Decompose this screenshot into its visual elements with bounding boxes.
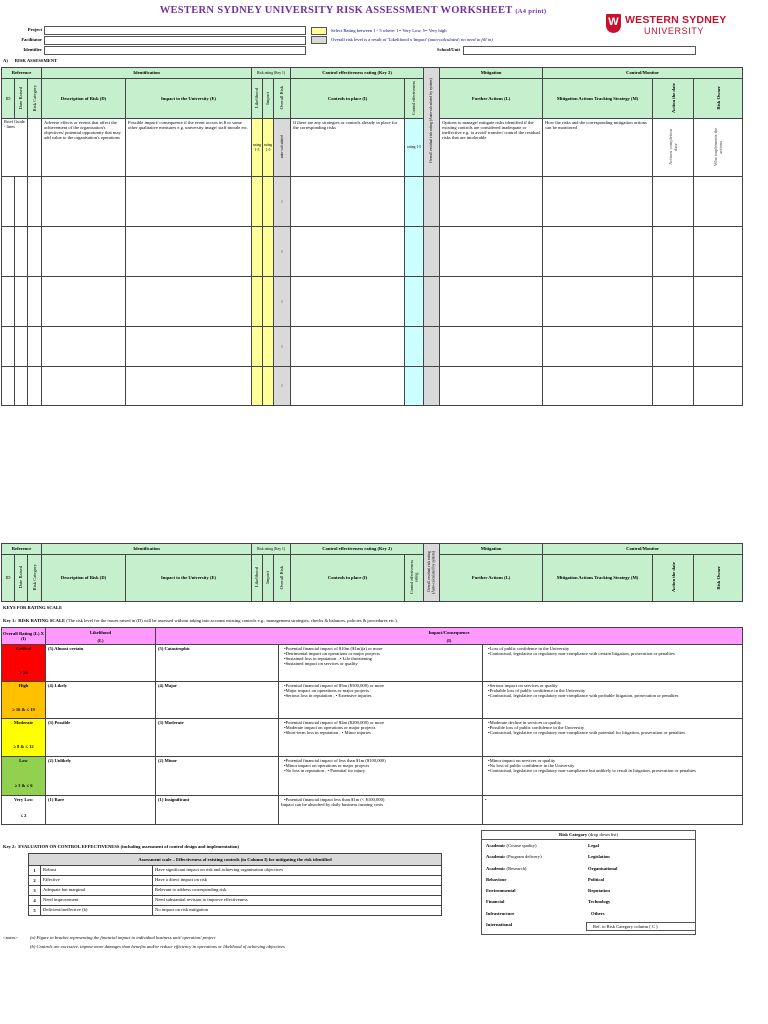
category-main: Academic — [486, 865, 506, 871]
key2-table-header: Assessment scale – Effectiveness of existing controls (in Column I) for mitigating the risk identified — [29, 854, 442, 866]
guide-overall — [274, 119, 291, 177]
col-risk-owner-text: Risk Owner — [715, 86, 721, 110]
guide-id: Brief Guide - lines — [2, 119, 28, 177]
group-mitigation: Mitigation — [440, 68, 543, 79]
risk-assessment-table-header-repeat — [1, 543, 743, 602]
logo-text-line2: UNIVERSITY — [644, 26, 705, 36]
rating-row-very-low — [2, 796, 743, 825]
col-control-eff-text: Control effectiveness — [410, 80, 416, 115]
guide-risk-owner — [694, 119, 743, 177]
col-date-raised-text: Date Raised — [18, 86, 24, 110]
control-desc: Need substantial revision to improve effectiveness — [153, 896, 442, 906]
rating-row-high — [2, 682, 743, 719]
category-main: Reputation — [588, 888, 610, 894]
guide-impact-rating: rating 1-5 — [263, 119, 274, 177]
risk-category-left-list — [486, 843, 586, 933]
col-controls: Controls in place (I) — [291, 79, 405, 119]
control-label: Need improvement — [41, 896, 153, 906]
col-date-raised-2-text: Date Raised — [18, 566, 24, 589]
control-row — [29, 886, 442, 896]
col-risk-category — [28, 79, 42, 119]
col-mitigation-actions-2: Mitigation Actions Tracking Strategy (M) — [543, 555, 653, 602]
category-main: Organisational — [588, 865, 618, 871]
note-a: (a) Figure in bracket representing the financial impact to individual business unit/ operation/ project — [30, 935, 216, 940]
rating-row-low — [2, 757, 743, 796]
impact-level: (1) Insignificant — [156, 796, 279, 825]
col-risk-owner-2-text: Risk Owner — [715, 565, 721, 590]
category-item — [486, 911, 586, 922]
col-overall-residual — [424, 68, 440, 177]
group-identification-2: Identification — [42, 544, 252, 555]
category-main: Others — [591, 910, 605, 916]
control-label: Adequate but marginal — [41, 886, 153, 896]
legend-yellow-swatch — [311, 27, 327, 35]
key1-title: RISK RATING SCALE — [18, 618, 66, 623]
key1-label: Key 1: — [3, 618, 16, 623]
col-overall-risk-2 — [274, 555, 291, 602]
guide-impact: Possible impact/ consequence if the event occurs in $ or some other qualitative measures e.g. university image/ staff morale etc. — [126, 119, 252, 177]
rating-range: > 20 — [19, 670, 28, 676]
control-desc: Have significant impact on risk and achieving organisation objectives — [153, 866, 442, 876]
impact-bullets-left — [279, 719, 483, 757]
bullet: • Potential financial impact of $5m ($500,000) or more — [284, 683, 480, 688]
impact-bullets-left — [279, 682, 483, 719]
risk-category-right-list — [588, 843, 696, 931]
category-main: International — [486, 922, 513, 928]
guide-risk-owner-text: Who implements the actions — [712, 127, 724, 167]
bullet: • Contractual, legislative or regulatory non-compliance with certain litigation, prosecution or penalties — [488, 651, 740, 656]
bullet: • No loss of public confidence in the University — [488, 763, 740, 768]
control-num: 2 — [29, 876, 41, 886]
rating-name: Moderate — [13, 720, 34, 725]
col-description: Description of Risk (D) — [42, 79, 126, 119]
likelihood-sub: (L) — [46, 637, 156, 645]
page-title — [118, 5, 588, 16]
notes-label: <notes> — [3, 935, 18, 940]
control-desc: No impact on risk mitigation — [153, 906, 442, 916]
likelihood-level: (4) Likely — [46, 682, 156, 719]
bullet: • Short-term loss in reputation , • Minor injuries — [284, 730, 480, 735]
bullet: • Minor impact on services or quality — [488, 758, 740, 763]
category-item — [486, 877, 586, 888]
col-likelihood — [252, 79, 263, 119]
bullet: • Potential financial impact less than $1m (< $100,000) — [284, 797, 480, 802]
key2-label: Key 2: — [3, 844, 16, 849]
rating-range: ≥ 16 & ≤ 19 — [12, 707, 35, 713]
impact-level: (3) Moderate — [156, 719, 279, 757]
category-item — [486, 866, 586, 877]
col-further-actions-2: Further Actions (L) — [440, 555, 543, 602]
impact-sub: (I) — [156, 637, 743, 645]
keys-section-title: KEYS FOR RATING SCALE — [3, 605, 63, 610]
impact-bullets-left — [279, 757, 483, 796]
impact-bullets-left — [279, 645, 483, 682]
category-main: Infrastructure — [486, 910, 515, 916]
category-note: (Program delivery) — [506, 854, 542, 860]
category-main: Academic — [486, 854, 506, 860]
category-note: (Research) — [506, 865, 527, 871]
label-identifier: Identifier — [23, 47, 42, 52]
rating-range: ≤ 2 — [20, 813, 27, 819]
logo-text-line1: WESTERN SYDNEY — [625, 14, 727, 26]
bullet: • Probable loss of public confidence in the University — [488, 688, 740, 693]
col-action-date-2 — [653, 555, 694, 602]
group-risk-rating-2: Risk rating (Key 1) — [252, 544, 291, 555]
category-main: Legal — [588, 843, 599, 848]
guide-control-eff: rating 1-5 — [405, 119, 424, 177]
group-risk-rating: Risk rating (Key 1) — [252, 68, 291, 79]
bullet: • Sustained loss in reputation , • Life threatening — [284, 656, 480, 661]
guide-row — [2, 119, 743, 177]
impact-level: (4) Major — [156, 682, 279, 719]
category-item — [486, 843, 586, 854]
guide-likelihood: rating 1-5 — [252, 119, 263, 177]
university-logo — [606, 14, 746, 38]
rating-row-moderate — [2, 719, 743, 757]
key2-title: EVALUATION ON CONTROL EFFECTIVENESS (including assessment of control design and implementation) — [18, 844, 239, 849]
col-control-eff-2-text: Control effectiveness rating — [408, 560, 419, 595]
overall-risk-value: 0 — [274, 327, 291, 367]
control-label: Effective — [41, 876, 153, 886]
category-main: Behaviour — [486, 876, 507, 882]
bullet: • Moderate decline in services or quality — [488, 720, 740, 725]
impact-bullets-right: • — [483, 796, 743, 825]
group-mitigation-2: Mitigation — [440, 544, 543, 555]
control-row — [29, 896, 442, 906]
rating-critical — [2, 645, 46, 682]
key2-line — [3, 844, 239, 849]
control-label: Deficient/ineffective (b) — [41, 906, 153, 916]
group-identification: Identification — [42, 68, 252, 79]
overall-risk-value: 0 — [274, 177, 291, 227]
overall-risk-value: 0 — [274, 277, 291, 327]
bullet: • Potential financial impact of $2m ($200,000) or more — [284, 720, 480, 725]
note-b: (b) Controls are excessive, impose more damages than benefits and/or reduce efficiency in operations or likelihood of achieving objectives — [30, 944, 285, 949]
col-likelihood-text: Likelihood — [254, 87, 260, 109]
col-impact-rating-text: Impact — [265, 91, 271, 105]
table-row[interactable] — [2, 177, 743, 227]
bullet: • Contractual, legislative or regulatory non-compliance with potential for litigation, prosecution or penalties — [488, 730, 740, 735]
col-risk-category-text: Risk Category — [31, 84, 37, 112]
impact-level: (2) Minor — [156, 757, 279, 796]
table-row[interactable] — [2, 277, 743, 327]
bullet: • Serious loss in reputation , • Extensive injuries — [284, 693, 480, 698]
category-main: Political — [588, 876, 605, 882]
col-id-2: ID — [2, 555, 15, 602]
category-item — [486, 899, 586, 910]
category-main: Financial — [486, 899, 505, 905]
col-date-raised — [15, 79, 28, 119]
col-impact-2: Impact to the University (E) — [126, 555, 252, 602]
impact-bullets-right — [483, 645, 743, 682]
bullet: • Serious impact on services or quality — [488, 683, 740, 688]
bullet: • Major impact on operations or major projects — [284, 688, 480, 693]
impact-bullets-right — [483, 682, 743, 719]
risk-category-title — [482, 831, 695, 840]
control-num: 3 — [29, 886, 41, 896]
impact-bullets-right — [483, 757, 743, 796]
label-school-unit: School/Unit — [437, 47, 460, 52]
bullet: • Contractual, legislative or regulatory non-compliance but unlikely to result in litigation, prosecution or penalties — [488, 768, 740, 773]
risk-assessment-table — [1, 67, 743, 406]
rating-range: ≥ 3 & ≤ 6 — [14, 783, 33, 789]
likelihood-header: Likelihood — [46, 628, 156, 637]
control-num: 1 — [29, 866, 41, 876]
group-control-monitor-2: Control/Monitor — [543, 544, 743, 555]
col-overall-risk-text: Overall Risk — [279, 86, 285, 110]
guide-category — [28, 119, 42, 177]
col-overall-risk — [274, 79, 291, 119]
group-control-rating: Control effectiveness rating (Key 2) — [291, 68, 424, 79]
impact-level: (5) Catastrophic — [156, 645, 279, 682]
control-num: 4 — [29, 896, 41, 906]
rating-name: Low — [19, 758, 28, 763]
col-risk-category-2-text: Risk Category — [31, 564, 37, 591]
label-project: Project — [27, 27, 42, 32]
legend-gray-note: (auto-calculated; no need to fill in) — [428, 37, 493, 42]
col-control-eff-2 — [405, 555, 424, 602]
col-overall-residual-text: Overall residual risk rating (Auto-calculated by system) — [429, 79, 434, 164]
likelihood-level: (1) Rare — [46, 796, 156, 825]
category-note: (Course quality) — [506, 843, 537, 848]
bullet: • Loss of public confidence in the University — [488, 646, 740, 651]
impact-bullets-left — [279, 796, 483, 825]
likelihood-level: (2) Unlikely — [46, 757, 156, 796]
bullet: • Sustained impact on services or quality — [284, 661, 480, 666]
project-input[interactable] — [44, 26, 306, 35]
bullet: • Moderate impact on operations or major projects — [284, 725, 480, 730]
control-desc: Have a direct impact on risk — [153, 876, 442, 886]
overall-risk-value: 0 — [274, 367, 291, 406]
guide-controls: If there are any strategies or controls already in place for the corresponding risks — [291, 119, 405, 177]
rating-name: High — [18, 683, 29, 688]
overall-risk-value: 0 — [274, 227, 291, 277]
risk-category-title-text: Risk Category — [559, 832, 588, 837]
category-item — [486, 854, 586, 865]
risk-rating-scale-table — [1, 627, 743, 825]
legend-gray-text — [331, 37, 493, 42]
rating-low — [2, 757, 46, 796]
impact-header: Impact/Consequence — [156, 628, 743, 637]
col-id: ID — [2, 79, 15, 119]
table-row[interactable] — [2, 327, 743, 367]
guide-action-date-text: Actions completion date — [667, 128, 679, 165]
category-main: Legislation — [588, 854, 610, 860]
table-row[interactable] — [2, 367, 743, 406]
impact-bullets-right — [483, 719, 743, 757]
page-title-text: WESTERN SYDNEY UNIVERSITY RISK ASSESSMENT WORKSHEET — [159, 5, 513, 16]
rating-high — [2, 682, 46, 719]
col-overall-risk-2-text: Overall Risk — [279, 565, 285, 590]
col-overall-residual-2-text: Overall residual risk rating (Auto-calculated by system) — [427, 550, 436, 594]
control-desc: Relevant to address corresponding risk — [153, 886, 442, 896]
rating-range: ≥ 8 & ≤ 12 — [13, 744, 34, 750]
legend-yellow-text: Select Rating between 1 - 5 where: 1= Very Low, 5= Very high — [331, 28, 447, 33]
table-row[interactable] — [2, 227, 743, 277]
school-unit-input[interactable] — [463, 46, 696, 55]
group-control-monitor: Control/Monitor — [543, 68, 743, 79]
bullet: Impact can be absorbed by daily business running costs — [281, 802, 384, 808]
category-item — [486, 922, 586, 933]
col-controls-2: Controls in place (I) — [291, 555, 405, 602]
category-ref-note: Ref. to Risk Category column ( C ) — [586, 922, 696, 931]
col-impact-rating-2-text: Impact — [265, 571, 271, 584]
col-overall-residual-2 — [424, 544, 440, 602]
category-main: Academic — [486, 843, 506, 848]
bullet: • Potential financial impact of $10m ($1m)(a) or more — [284, 646, 480, 651]
facilitator-input[interactable] — [44, 36, 306, 45]
section-a-title: A) RISK ASSESSMENT — [3, 58, 58, 63]
rating-name: Very Low — [13, 797, 34, 802]
col-impact: Impact to the University (E) — [126, 79, 252, 119]
control-label: Robust — [41, 866, 153, 876]
bullet: • Detrimental impact on operations or major projects — [284, 651, 480, 656]
label-facilitator: Facilitator — [21, 37, 42, 42]
col-risk-owner-2 — [694, 555, 743, 602]
key1-line — [3, 618, 398, 623]
control-row — [29, 876, 442, 886]
logo-shield-icon: W — [606, 14, 621, 33]
col-risk-category-2 — [28, 555, 42, 602]
identifier-input[interactable] — [44, 46, 306, 55]
overall-rating-header: Overall Rating (L) X (I) — [2, 628, 46, 645]
guide-overall-text: auto-calculated — [279, 135, 284, 159]
category-item — [486, 888, 586, 899]
risk-category-box — [481, 830, 696, 935]
group-reference-2: Reference — [2, 544, 42, 555]
col-likelihood-2 — [252, 555, 263, 602]
col-likelihood-2-text: Likelihood — [254, 567, 260, 588]
legend-gray-swatch — [311, 36, 327, 44]
group-reference: Reference — [2, 68, 42, 79]
bullet: • No loss in reputation , • Potential for injury — [284, 768, 480, 773]
control-row — [29, 906, 442, 916]
guide-description: Adverse effects or events that affect the achievement of the organisation's objectives/ potential opportunity that may add value to the organisation's operations — [42, 119, 126, 177]
rating-moderate — [2, 719, 46, 757]
col-impact-rating — [263, 79, 274, 119]
col-mitigation-actions: Mitigation Actions Tracking Strategy (M) — [543, 79, 653, 119]
bullet: • Potential financial impact of less than $1m ($100,000) — [284, 758, 480, 763]
col-further-actions: Further Actions (L) — [440, 79, 543, 119]
bullet: • Possible loss of public confidence in the University — [488, 725, 740, 730]
guide-action-date — [653, 119, 694, 177]
col-date-raised-2 — [15, 555, 28, 602]
guide-further-actions: Options to manage/ mitigate risks identified if the existing controls are considered inadequate or ineffective e.g. to avoid/ transfer/ control the residual risks that are intolerable — [440, 119, 543, 177]
rating-very-low — [2, 796, 46, 825]
control-num: 5 — [29, 906, 41, 916]
key1-desc: (The risk level for the issues raised in (D) will be assessed without taking into account existing controls e.g., management strategies, checks & balances, policies & procedures etc.). — [66, 618, 398, 623]
guide-mitigation-actions: How the risks and the corresponding mitigation actions can be monitored — [543, 119, 653, 177]
control-effectiveness-table — [28, 853, 442, 916]
category-main: Technology — [588, 899, 611, 905]
col-action-date-text: Action the date — [670, 83, 676, 113]
col-description-2: Description of Risk (D) — [42, 555, 126, 602]
group-control-rating-2: Control effectiveness rating (Key 2) — [291, 544, 424, 555]
bullet: • Minor impact on operations or major projects — [284, 763, 480, 768]
rating-row-critical — [2, 645, 743, 682]
risk-category-title-note: (drop down list) — [588, 832, 618, 837]
rating-name: Critical — [15, 646, 32, 651]
col-action-date-2-text: Action the date — [670, 562, 676, 593]
likelihood-level: (5) Almost certain — [46, 645, 156, 682]
col-risk-owner — [694, 79, 743, 119]
legend-gray-main: Overall risk level is a result of 'Likelihood x Impact' — [331, 37, 427, 42]
col-action-date — [653, 79, 694, 119]
bullet: • Contractual, legislative or regulatory non-compliance with probable litigation, prosecution or penalties — [488, 693, 740, 698]
category-main: Environmental — [486, 888, 516, 894]
likelihood-level: (3) Possible — [46, 719, 156, 757]
col-control-eff — [405, 79, 424, 119]
col-impact-rating-2 — [263, 555, 274, 602]
page-title-suffix: (A4 print) — [515, 8, 547, 15]
control-row — [29, 866, 442, 876]
